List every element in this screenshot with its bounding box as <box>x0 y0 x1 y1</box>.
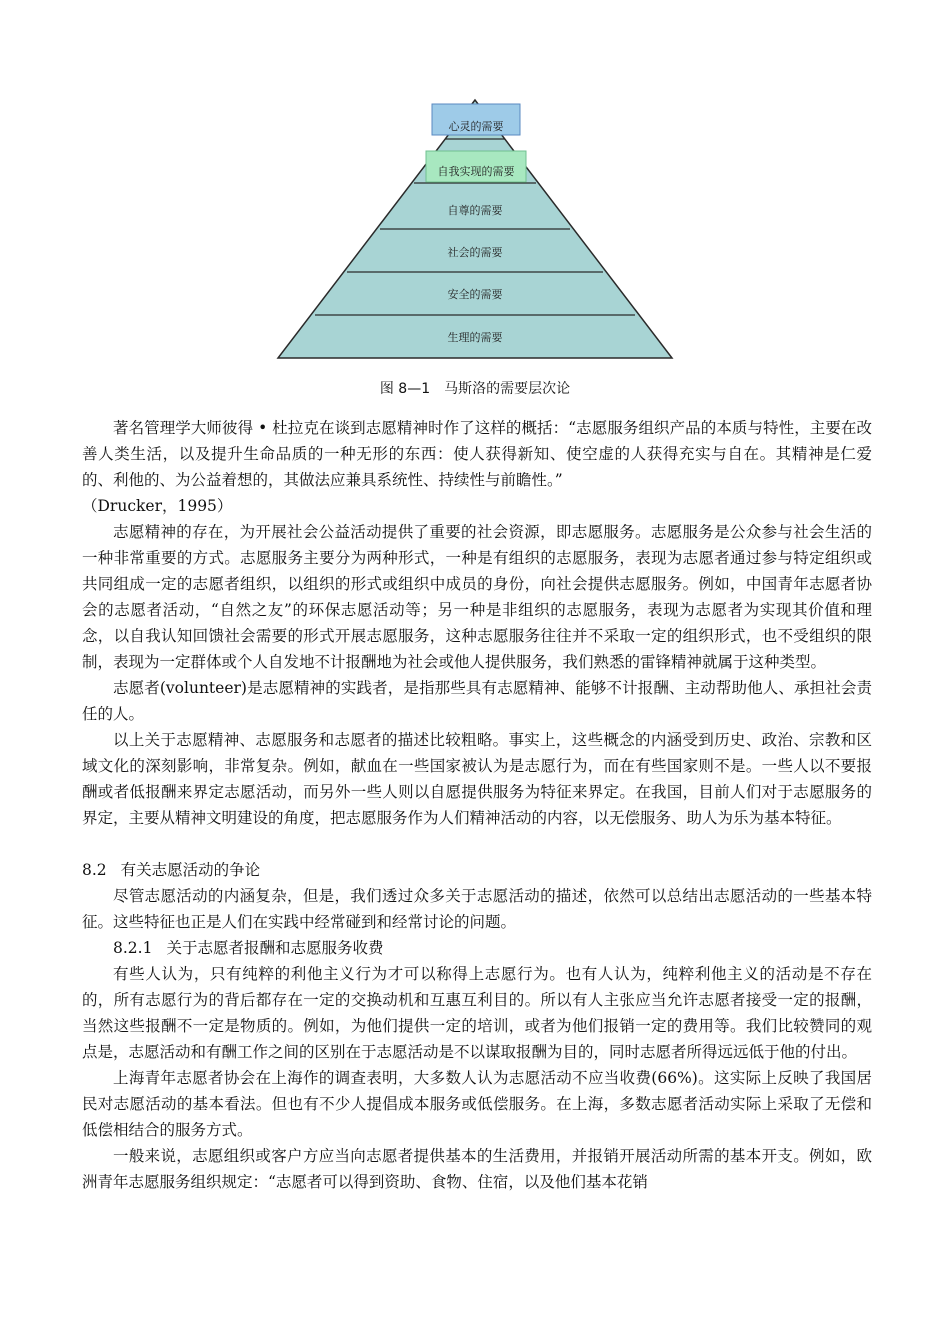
figure-caption <box>0 378 950 398</box>
paragraph-section-intro: 尽管志愿活动的内涵复杂，但是，我们透过众多关于志愿活动的描述，依然可以总结出志愿活动的一些基本特征。这些特征也正是人们在实践中经常碰到和经常讨论的问题。 <box>82 887 872 931</box>
section-spacer <box>82 831 872 857</box>
section-heading <box>82 857 872 883</box>
pyramid-diagram <box>270 96 680 366</box>
tier-label-physiological: 生理的需要 <box>447 331 503 344</box>
tier-label-safety: 安全的需要 <box>447 288 503 301</box>
paragraph-volunteer-service: 志愿精神的存在，为开展社会公益活动提供了重要的社会资源，即志愿服务。志愿服务是公众参与社会生活的一种非常重要的方式。志愿服务主要分为两种形式，一种是有组织的志愿服务，表现为志愿者通过参与特定组织或共同组成一定的志愿者组织，以组织的形式或组织中成员的身份，向社会提供志愿服务。例如，中国青年志愿者协会的志愿者活动，“自然之友”的环保志愿活动等；另一种是非组织的志愿服务，表现为志愿者为实现其价值和理念，以自我认知回馈社会需要的形式开展志愿服务，这种志愿服务往往并不采取一定的组织形式，也不受组织的限制，表现为一定群体或个人自发地不计报酬地为社会或他人提供服务，我们熟悉的雷锋精神就属于这种类型。 <box>82 523 872 671</box>
tier-label-spiritual: 心灵的需要 <box>448 120 504 133</box>
body-text <box>82 415 872 1195</box>
paragraph-shanghai-survey: 上海青年志愿者协会在上海作的调查表明，大多数人认为志愿活动不应当收费(66%)。这实际上反映了我国居民对志愿活动的基本看法。但也有不少人提倡成本服务或低偿服务。在上海，多数志愿者活动实际上采取了无偿和低偿相结合的服务方式。 <box>82 1069 872 1139</box>
subsection-heading <box>82 935 872 961</box>
paragraph-concepts: 以上关于志愿精神、志愿服务和志愿者的描述比较粗略。事实上，这些概念的内涵受到历史、政治、宗教和区域文化的深刻影响，非常复杂。例如，献血在一些国家被认为是志愿行为，而在有些国家则不是。一些人以不要报酬或者低报酬来界定志愿活动，而另外一些人则以自愿提供服务为特征来界定。在我国，目前人们对于志愿服务的界定，主要从精神文明建设的角度，把志愿服务作为人们精神活动的内容，以无偿服务、助人为乐为基本特征。 <box>82 731 872 827</box>
subsection-number: 8.2.1 <box>113 939 153 957</box>
figure-number: 图 8—1 <box>379 381 431 397</box>
paragraph-volunteer-definition: 志愿者(volunteer)是志愿精神的实践者，是指那些具有志愿精神、能够不计报酬、主动帮助他人、承担社会责任的人。 <box>82 679 872 723</box>
paragraph-altruism: 有些人认为，只有纯粹的利他主义行为才可以称得上志愿行为。也有人认为，纯粹利他主义的活动是不存在的，所有志愿行为的背后都存在一定的交换动机和互惠互利目的。所以有人主张应当允许志愿者接受一定的报酬，当然这些报酬不一定是物质的。例如，为他们提供一定的培训，或者为他们报销一定的费用等。我们比较赞同的观点是，志愿活动和有酬工作之间的区别在于志愿活动是不以谋取报酬为目的，同时志愿者所得远远低于他的付出。 <box>82 965 872 1061</box>
tier-label-self-actualization: 自我实现的需要 <box>437 165 515 178</box>
tier-label-social: 社会的需要 <box>447 246 503 259</box>
paragraph-drucker-quote: 著名管理学大师彼得 • 杜拉克在谈到志愿精神时作了这样的概括：“志愿服务组织产品的本质与特性，主要在改善人类生活，以及提升生命品质的一种无形的东西：使人获得新知、使空虚的人获得充实与自在。其精神是仁爱的、利他的、为公益着想的，其做法应兼具系统性、持续性与前瞻性。” <box>82 419 872 489</box>
paragraph-expenses: 一般来说，志愿组织或客户方应当向志愿者提供基本的生活费用，并报销开展活动所需的基本开支。例如，欧洲青年志愿服务组织规定：“志愿者可以得到资助、食物、住宿，以及他们基本花销 <box>82 1147 872 1191</box>
citation: （Drucker，1995） <box>82 497 233 515</box>
subsection-title: 关于志愿者报酬和志愿服务收费 <box>166 939 384 957</box>
section-title: 有关志愿活动的争论 <box>120 861 261 879</box>
section-number: 8.2 <box>82 861 107 879</box>
maslow-pyramid-figure <box>270 96 680 366</box>
tier-label-esteem: 自尊的需要 <box>447 204 503 217</box>
figure-title: 马斯洛的需要层次论 <box>444 381 571 397</box>
